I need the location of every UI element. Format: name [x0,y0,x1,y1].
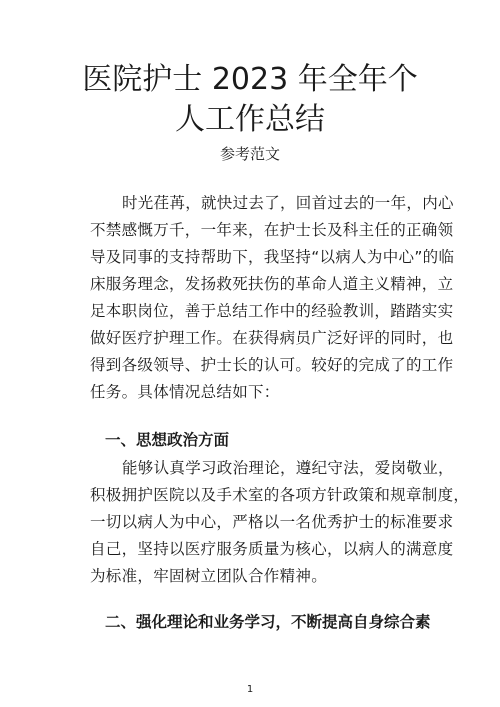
document-title-line1: 医院护士 2023 年全年个 [82,62,418,97]
paragraph-line: 足本职岗位，善于总结工作中的经验教训，踏踏实实 [90,302,454,320]
paragraph-line: 时光荏苒，就快过去了，回首过去的一年，内心 [122,194,454,212]
intro-paragraph [90,190,455,406]
page-number: 1 [246,684,254,695]
paragraph-line: 得到各级领导、护士长的认可。较好的完成了的工作 [90,356,454,374]
section-heading-political: 一、思想政治方面 [105,431,230,449]
document-title-line2: 人工作总结 [175,102,325,137]
section-paragraph-political [90,455,470,590]
paragraph-line: 为标准，牢固树立团队合作精神。 [90,567,328,585]
paragraph-line: 积极拥护医院以及手术室的各项方针政策和规章制度， [90,486,470,504]
paragraph-line: 不禁感慨万千，一年来，在护士长及科主任的正确领 [90,221,454,239]
section-heading-study: 二、强化理论和业务学习，不断提高自身综合素 [105,613,431,631]
paragraph-line: 能够认真学习政治理论，遵纪守法，爱岗敬业， [122,459,454,477]
paragraph-line: 导及同事的支持帮助下，我坚持“以病人为中心”的临 [90,248,455,266]
paragraph-line: 任务。具体情况总结如下： [90,383,280,401]
paragraph-line: 自己，坚持以医疗服务质量为核心，以病人的满意度 [90,540,454,558]
paragraph-line: 床服务理念，发扬救死扶伤的革命人道主义精神，立 [90,275,454,293]
document-subtitle: 参考范文 [219,145,280,163]
paragraph-line: 一切以病人为中心，严格以一名优秀护士的标准要求 [90,513,454,531]
paragraph-line: 做好医疗护理工作。在获得病员广泛好评的同时，也 [90,329,454,347]
